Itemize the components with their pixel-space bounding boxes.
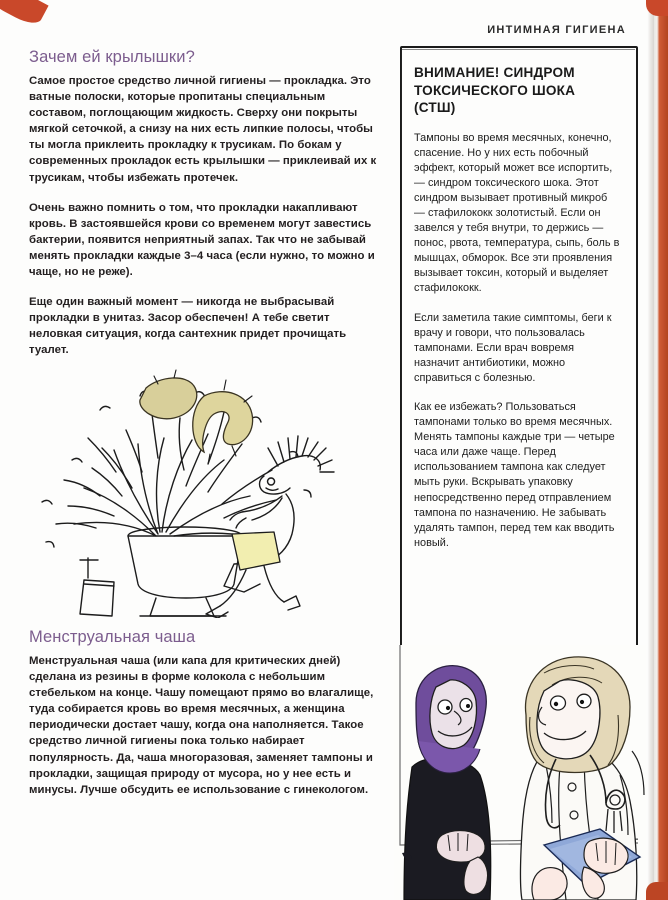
left-column-section-cup — [29, 628, 381, 798]
page-edge-accent-strip — [654, 0, 668, 900]
running-header: ИНТИМНАЯ ГИГИЕНА — [487, 24, 626, 36]
page-title-wings: Зачем ей крылышки? — [29, 48, 195, 66]
page-corner-mark-top-left — [0, 0, 49, 29]
overflowing-toilet-illustration — [28, 348, 388, 618]
sidebar-title: ВНИМАНИЕ! СИНДРОМ ТОКСИЧЕСКОГО ШОКА (СТШ) — [414, 65, 576, 115]
paragraph-cup-1: Менструальная чаша (или капа для критических дней) сделана из резины в форме колокола с небольшим стебельком на конце. Чашу помещают прямо во влагалище, туда собирается кровь во время месячных, а женщина периодически достает чашу, когда она наполняется. Такое средство личной гигиены пока только набирает популярность. Да, чаша многоразовая, заменяет тампоны и прокладки, защищая природу от мусора, но у нее есть и минусы. Лучше обсудить ее использование с гинекологом. — [29, 655, 374, 796]
paragraph-wings-2: Очень важно помнить о том, что прокладки накапливают кровь. В застоявшейся крови со временем могут завестись бактерии, появится неприятный запах. Так что не забывай менять прокладки каждые 3–4 часа (если нужно, то можно и чаще, но не реже). — [29, 201, 375, 279]
sidebar-paragraph-1: Тампоны во время месячных, конечно, спасение. Но у них есть побочный эффект, который может все испортить, — синдром токсического шока. Этот синдром вызывает противный микроб — стафилококк золотистый. Если он завелся у тебя внутри, то держись — понос, рвота, температура, сыпь, боль в мышцах, обморок. Все эти проявления вызывает токсин, который и выделяет стафилококк. — [414, 131, 620, 295]
sidebar-content — [414, 64, 620, 551]
paragraph-wings-1: Самое простое средство личной гигиены — прокладка. Это ватные полоски, которые пропитаны специальным составом, поглощающим жидкость. Сверху они покрыты мягкой сеточкой, а снизу на них есть липкие полосы, чтобы ты могла приклеить прокладку к трусикам. По бокам у современных прокладок есть крылышки — приклеивай их к трусикам, чтобы избежать протечек. — [29, 75, 377, 184]
paragraph-wings-3: Еще один важный момент — никогда не выбрасывай прокладки в унитаз. Засор обеспечен! А тебе светит неловкая ситуация, когда сантехник придет прочищать туалет. — [29, 296, 347, 357]
page-corner-mark-bottom-right — [646, 882, 668, 900]
patient-and-doctor-illustration — [394, 645, 646, 900]
sidebar-paragraph-3: Как ее избежать? Пользоваться тампонами только во время месячных. Менять тампоны каждые три — четыре часа или даже чаще. Перед использованием тампона как следует мыть руки. Вскрывать упаковку непосредственно перед отправлением тампона по назначению. Не забывать удалять тампон, перед тем как вводить новый. — [414, 401, 615, 549]
sidebar-paragraph-2: Если заметила такие симптомы, беги к врачу и говори, что пользовалась тампонами. Если врач вовремя назначит антибиотики, можно справиться с болезнью. — [414, 311, 612, 384]
page-edge-shadow — [647, 0, 654, 900]
page-title-cup: Менструальная чаша — [29, 628, 196, 646]
left-column-section-wings — [29, 48, 379, 359]
